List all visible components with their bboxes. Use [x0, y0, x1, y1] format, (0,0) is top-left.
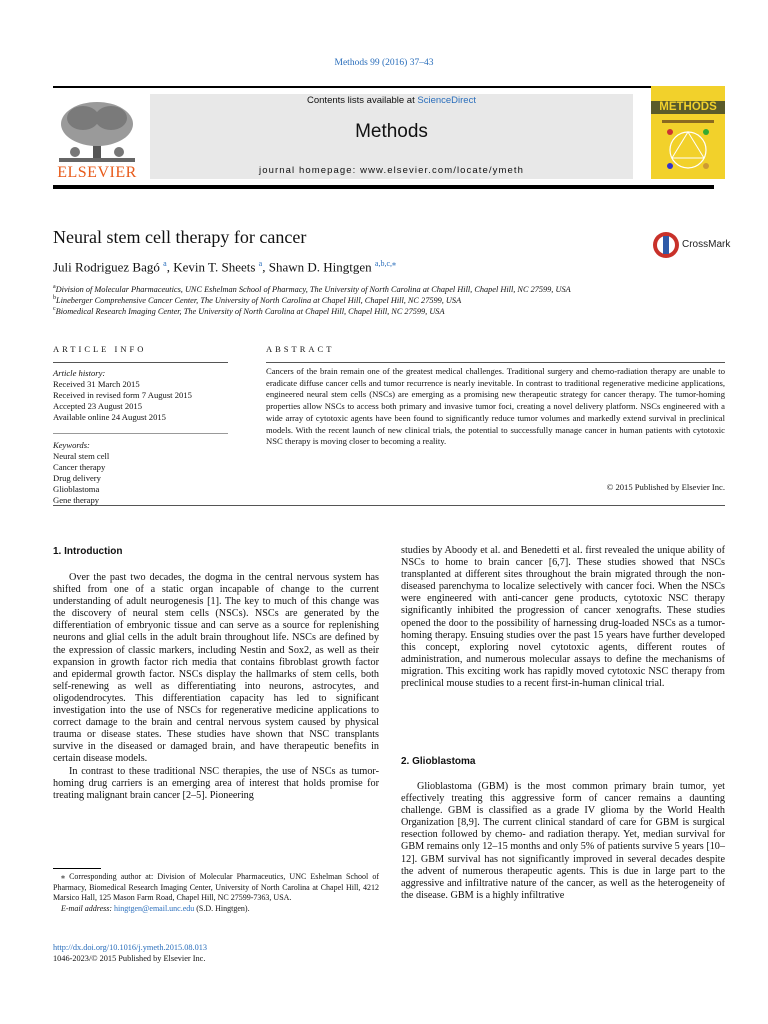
- abstract-rule: [266, 362, 725, 363]
- email-suffix: (S.D. Hingtgen).: [194, 903, 250, 913]
- keyword: Gene therapy: [53, 495, 100, 505]
- affiliation-text: Lineberger Comprehensive Cancer Center, The University of North Carolina at Chapel Hill, Chapel Hill, NC 27599, USA: [56, 295, 462, 305]
- affiliation: [53, 284, 571, 294]
- affiliation: [53, 306, 445, 316]
- sciencedirect-link[interactable]: ScienceDirect: [417, 95, 476, 106]
- right-column-body: [401, 545, 725, 690]
- corresponding-author-text: ⁎ Corresponding author at: Division of Molecular Pharmaceutics, UNC Eshelman School of Pharmacy, Biomedical Research Imaging Center, University of North Carolina at Chapel Hill, 4212 Marsico Hall, 125 Mason Farm Road, Chapel Hill, NC 27599-7363, USA.: [53, 872, 379, 902]
- affiliation-mark: c: [53, 306, 56, 312]
- keyword: Neural stem cell: [53, 451, 110, 461]
- author-name[interactable]: Shawn D. Hingtgen: [268, 259, 372, 275]
- author-list: Juli Rodriguez Bagó $^a$, Kevin T. Sheets $^a$, Shawn D. Hingtgen $^{a,b,c,⁎}$: [53, 259, 396, 275]
- glioblastoma-body: [401, 781, 725, 902]
- introduction-heading: 1. Introduction: [53, 546, 123, 557]
- cover-graphic: [658, 118, 718, 174]
- paragraph: In contrast to these traditional NSC therapies, the use of NSCs as tumor-homing drug carriers is an emerging area of interest that holds promise for treating malignant brain cancer [2–5]. Pioneering: [53, 765, 379, 801]
- affiliation-mark: b: [53, 295, 56, 301]
- history-item: Accepted 23 August 2015: [53, 401, 143, 411]
- journal-cover: [651, 86, 725, 179]
- journal-citation-link[interactable]: Methods 99 (2016) 37–43: [334, 58, 434, 68]
- footnote-rule: [53, 868, 101, 869]
- author-name[interactable]: Juli Rodriguez Bagó: [53, 259, 160, 275]
- elsevier-wordmark: ELSEVIER: [57, 164, 137, 181]
- affiliation-mark: a: [53, 284, 56, 290]
- keywords-list: [53, 440, 228, 506]
- keywords-rule: [53, 433, 228, 434]
- cover-title: METHODS: [651, 101, 725, 114]
- affiliation: [53, 295, 461, 305]
- journal-name: Methods: [355, 121, 428, 142]
- author-name[interactable]: Kevin T. Sheets: [173, 259, 256, 275]
- email-link[interactable]: hingtgen@email.unc.edu: [114, 903, 195, 913]
- abstract-text: Cancers of the brain remain one of the greatest medical challenges. Traditional surgery and chemo-radiation therapy are unable to eradicate diffuse cancer cells and tumor recurrence is nearly inevitable. In contrast to traditional regenerative medicine applications, engineered neural stem cells (NSCs) are emerging as a promising new therapeutic strategy for cancer therapy. The tumor-homing properties allow NSCs to access both primary and invasive tumor foci, creating a novel delivery platform. NSCs engineered with a wide array of cytotoxic agents have been found to significantly reduce tumor volumes and markedly extend survival in preclinical models. With the recent launch of new clinical trials, the potential to successfully manage cancer in human patients with cytotoxic NSC therapy is moving closer to becoming a reality.: [266, 366, 725, 447]
- top-rule: [53, 86, 714, 88]
- introduction-body: [53, 572, 379, 802]
- doi-link[interactable]: http://dx.doi.org/10.1016/j.ymeth.2015.08.013: [53, 943, 208, 952]
- abstract-copyright: © 2015 Published by Elsevier Inc.: [606, 482, 725, 492]
- corresponding-author-footnote: [53, 872, 379, 914]
- email-label: E-mail address:: [61, 903, 115, 913]
- author-affiliation-mark[interactable]: a: [258, 259, 263, 268]
- contents-line: [150, 95, 633, 106]
- keyword: Glioblastoma: [53, 484, 100, 494]
- article-info-rule: [53, 362, 228, 363]
- history-item: Received in revised form 7 August 2015: [53, 390, 192, 400]
- email-line: [53, 904, 379, 915]
- crossmark-label[interactable]: CrossMark: [682, 239, 731, 250]
- journal-homepage[interactable]: journal homepage: www.elsevier.com/locate/ymeth: [258, 165, 525, 176]
- history-item: Received 31 March 2015: [53, 379, 140, 389]
- abstract-heading: ABSTRACT: [266, 344, 335, 354]
- issn-line: 1046-2023/© 2015 Published by Elsevier Inc.: [53, 954, 206, 963]
- affiliation-text: Division of Molecular Pharmaceutics, UNC Eshelman School of Pharmacy, The University of North Carolina at Chapel Hill, Chapel Hill, NC 27599, USA: [55, 284, 571, 294]
- keyword: Drug delivery: [53, 473, 101, 483]
- header-bottom-rule: [53, 185, 714, 189]
- author-affiliation-mark[interactable]: a: [163, 259, 167, 268]
- author-affiliation-mark[interactable]: a,b,c,⁎: [374, 259, 396, 268]
- paragraph: studies by Aboody et al. and Benedetti et al. first revealed the unique ability of NSCs to home to brain cancer [6,7]. These studies showed that NSCs transplanted at different sites throughout the brain migrated through the non-diseased parenchyma to localize selectively with cancer foci. When the NSCs were engineered with anti-cancer gene products, cytotoxic NSC therapy significantly inhibited the progression of cancer xenografts. These studies opened the door to the possibility of harnessing drug-loaded NSCs as a tumor-homing therapy. Ensuing studies over the past 15 years have further developed this concept, exploring novel cytotoxic agents, different routes of administration, and numerous molecular assays to define the mechanisms of migration. This exciting work has rapidly moved cytotoxic NSC therapy from preclinical mouse studies to a recent first-in-human clinical trial.: [401, 545, 725, 690]
- paragraph: Over the past two decades, the dogma in the central nervous system has shifted from one of a static organ incapable of change to the current understanding of adult neurogenesis [1]. The key to much of this change was the discovery of neural stem cells (NSCs). NSCs are generated by the differentiation of embryonic tissue and can serve as a source for replenishing neurons and glial cells in the adult brain throughout life. NSCs are defined by the expression of classic markers, including Nestin and Sox2, as well as their expansion in growth factor rich media that contains fibroblast growth factor and epidermal growth factor. NSCs display the hallmarks of stem cells, both self-renewing as well as differentiating into neurons, astrocytes, and oligodendrocytes. This differentiation capacity has led to significant investigation into the use of NSCs for regenerative medicine applications to correct damage to the brain and central nervous system caused by physical trauma or disease states. These studies have shown that NSC transplants survive in the diseased or damaged brain, and have therapeutic benefits in certain disease models.: [53, 572, 379, 765]
- keyword: Cancer therapy: [53, 462, 106, 472]
- article-title: Neural stem cell therapy for cancer: [53, 227, 307, 247]
- history-item: Available online 24 August 2015: [53, 412, 166, 422]
- keywords-label: Keywords:: [53, 440, 90, 450]
- doi-block: [53, 942, 207, 964]
- contents-prefix: Contents lists available at: [307, 95, 418, 106]
- history-label: Article history:: [53, 368, 106, 378]
- paragraph: Glioblastoma (GBM) is the most common primary brain tumor, yet effectively treating this aggressive form of cancer remains a daunting challenge. GBM is classified as a grade IV glioma by the World Health Organization [8,9]. The current clinical standard of care for GBM is surgical resection followed by chemo- and radiation therapy. Yet, median survival for GBM remains only 12–15 months and only 5% of patients survive 5 years [10–12]. GBM survival has not significantly improved in several decades despite the advent of numerous therapeutic agents. This is due in large part to the aggressive and infiltrative nature of the cancer, as well as the heterogeneity of the disease. GBM is a highly infiltrative: [401, 781, 725, 901]
- abstract-bottom-rule: [53, 505, 725, 506]
- article-history: [53, 368, 228, 423]
- affiliation-text: Biomedical Research Imaging Center, The University of North Carolina at Chapel Hill, Chapel Hill, NC 27599, USA: [55, 306, 445, 316]
- article-info-heading: ARTICLE INFO: [53, 344, 147, 354]
- glioblastoma-heading: 2. Glioblastoma: [401, 756, 476, 767]
